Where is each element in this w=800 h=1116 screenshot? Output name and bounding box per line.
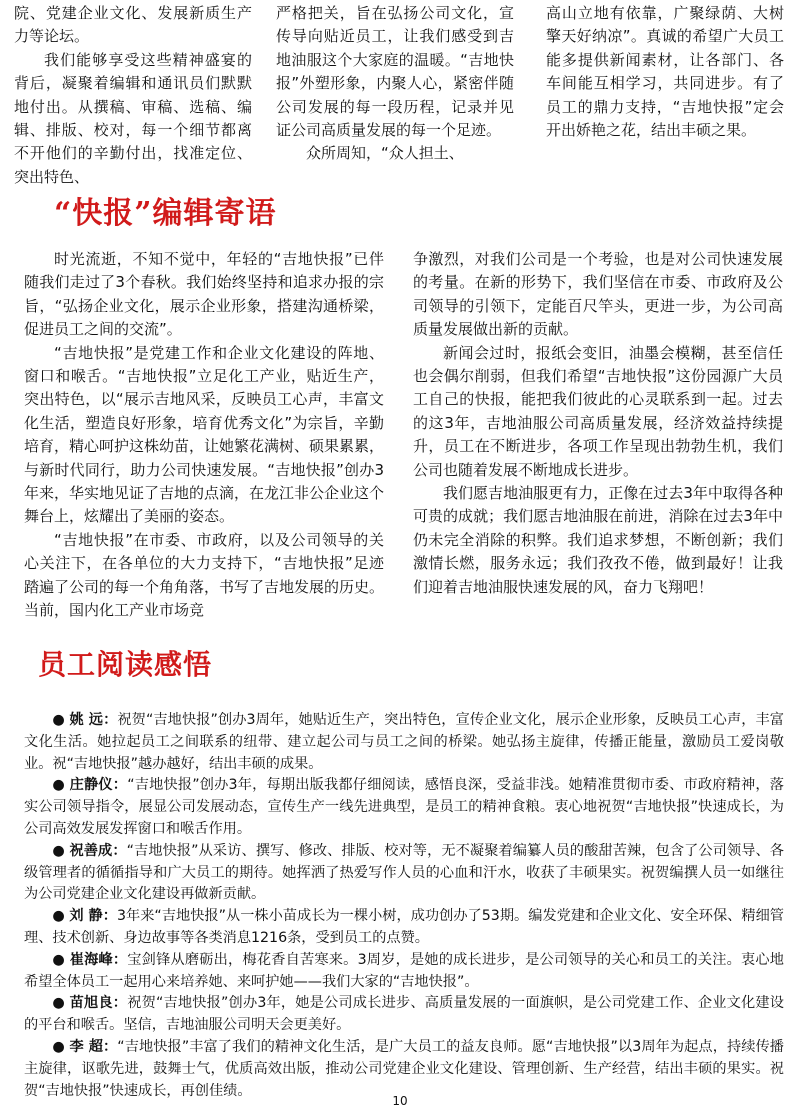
bullet-icon: ● [52, 777, 65, 794]
reader-comment: “吉地快报”从采访、撰写、修改、排版、校对等，无不凝聚着编纂人员的酸甜苦辣，包含了公司领导、各级管理者的循循指导和广大员工的期待。她挥洒了热爱写作人员的心血和汗水，收获了丰硕果实。祝贺编撰人员一如继往为公司党建企业文化建设再做新贡献。 [24, 842, 784, 903]
top-column-3 [546, 2, 784, 142]
top-column-2 [276, 2, 514, 166]
page-number: 10 [392, 1094, 408, 1108]
paragraph: 严格把关，旨在弘扬公司文化，宣传导向贴近员工，让我们感受到吉地油服这个大家庭的温暖。“吉地快报”外塑形象，内聚人心，紧密伴随公司发展的每一段历程，记录并见证公司高质量发展的每一个足迹。 [276, 4, 514, 140]
reader-entry [24, 950, 784, 994]
bullet-icon: ● [52, 951, 65, 968]
reader-comment: 3年来“吉地快报”从一株小苗成长为一棵小树，成功创办了53期。编发党建和企业文化、安全环保、精细管理、技术创新、身边故事等各类消息1216条，受到员工的点赞。 [24, 908, 784, 946]
reader-entry [24, 906, 784, 950]
paragraph: “吉地快报”在市委、市政府，以及公司领导的关心关注下，在各单位的大力支持下，“吉地快报”足迹踏遍了公司的每一个角角落，书写了吉地发展的历史。当前，国内化工产业市场竞 [24, 530, 385, 620]
reader-notes-list [24, 710, 784, 1102]
reader-name: 祝善成： [69, 842, 127, 859]
reader-comment: 祝贺“吉地快报”创办3周年，她贴近生产，突出特色，宣传企业文化，展示企业形象，反映员工心声，丰富文化生活。她拉起员工之间联系的纽带、建立起公司与员工之间的桥梁。她弘扬主旋律，传播正能量，激励员工爱岗敬业。祝“吉地快报”越办越好，结出丰硕的成果。 [24, 712, 784, 772]
reader-entry [24, 993, 784, 1037]
paragraph: 高山立地有依靠，广聚绿荫、大树擎天好纳凉”。真诚的希望广大员工能多提供新闻素材，让各部门、各车间能互相学习，共同进步。有了员工的鼎力支持，“吉地快报”定会开出娇艳之花，结出丰硕之果。 [546, 4, 784, 140]
reader-comment: “吉地快报”丰富了我们的精神文化生活，是广大员工的益友良师。愿“吉地快报”以3周年为起点，持续传播主旋律，讴歌先进，鼓舞士气，优质高效出版，推动公司党建企业文化建设、管理创新、生产经营，结出丰硕的果实。祝贺“吉地快报”快速成长，再创佳绩。 [24, 1038, 784, 1099]
reader-entry [24, 775, 784, 840]
reader-entry [24, 710, 784, 775]
editor-note-right-column [413, 248, 783, 599]
editor-note-left-column [24, 248, 384, 623]
paragraph: 院、党建企业文化、发展新质生产力等论坛。 [14, 4, 252, 46]
paragraph: 争激烈，对我们公司是一个考验，也是对公司快速发展的考量。在新的形势下，我们坚信在市委、市政府及公司领导的引领下，定能百尺竿头，更进一步，为公司高质量发展做出新的贡献。 [413, 250, 783, 339]
reader-entry [24, 841, 784, 906]
paragraph: 时光流逝，不知不觉中，年轻的“吉地快报”已伴随我们走过了3个春秋。我们始终坚持和追求办报的宗旨，“弘扬企业文化，展示企业形象，搭建沟通桥梁，促进员工之间的交流”。 [24, 250, 384, 339]
bullet-icon: ● [52, 908, 65, 925]
paragraph: 众所周知，“众人担土、 [306, 144, 464, 163]
reader-name: 刘 静： [69, 908, 117, 925]
paragraph: 新闻会过时，报纸会变旧，油墨会模糊，甚至信任也会偶尔削弱，但我们希望“吉地快报”这份园源广大员工自己的快报，能把我们彼此的心灵联系到一起。过去的这3年，吉地油服公司高质量发展，经济效益持续提升，员工在不断进步，各项工作呈现出勃勃生机，我们公司也随着发展不断地成长进步。 [413, 343, 783, 479]
bullet-icon: ● [52, 995, 65, 1012]
reader-comment: 宝剑锋从磨砺出，梅花香自苦寒来。3周岁，是她的成长进步，是公司领导的关心和员工的关注。衷心地希望全体员工一起用心来培养她、来呵护她——我们大家的“吉地快报”。 [24, 951, 784, 990]
reader-notes-heading: 员工阅读感悟 [38, 648, 213, 681]
bullet-icon: ● [52, 842, 65, 859]
paragraph: 我们能够享受这些精神盛宴的背后，凝聚着编辑和通讯员们默默地付出。从撰稿、审稿、选稿、编辑、排版、校对，每一个细节都离不开他们的辛勤付出，找准定位、突出特色、 [14, 50, 252, 186]
reader-entry [24, 1037, 784, 1102]
editor-note-heading: “快报”编辑寄语 [54, 196, 277, 231]
reader-name: 庄静仪： [69, 777, 128, 794]
bullet-icon: ● [52, 1038, 65, 1055]
paragraph: “吉地快报”是党建工作和企业文化建设的阵地、窗口和喉舌。“吉地快报”立足化工产业，贴近生产，突出特色，以“展示吉地风采，反映员工心声，丰富文化生活，塑造良好形象，培育优秀文化”为宗旨，辛勤培育，精心呵护这株幼苗，让她繁花满树、硕果累累，与新时代同行，助力公司快速发展。“吉地快报”创办3年来，华实地见证了吉地的点滴，在龙江非公企业这个舞台上，炫耀出了美丽的姿态。 [24, 343, 385, 526]
reader-name: 崔海峰： [69, 951, 128, 968]
reader-name: 李 超： [69, 1038, 118, 1055]
reader-comment: “吉地快报”创办3年，每期出版我都仔细阅读，感悟良深，受益非浅。她精准贯彻市委、市政府精神，落实公司领导指令，展显公司发展动态，宣传生产一线先进典型，是员工的精神食粮。衷心地祝贺“吉地快报”快速成长，为公司高效发展发挥窗口和喉舌作用。 [24, 777, 784, 837]
reader-name: 苗旭良： [69, 995, 128, 1012]
top-column-1 [14, 2, 252, 189]
paragraph: 我们愿吉地油服更有力，正像在过去3年中取得各种可贵的成就；我们愿吉地油服在前进，消除在过去3年中仍未完全消除的积弊。我们追求梦想，不断创新；我们激情长燃，服务永远；我们孜孜不倦，做到最好！让我们迎着吉地油服快速发展的风，奋力飞翔吧！ [413, 484, 783, 596]
reader-name: 姚 远： [69, 712, 118, 728]
reader-comment: 祝贺“吉地快报”创办3年，她是公司成长进步、高质量发展的一面旗帜，是公司党建工作、企业文化建设的平台和喉舌。坚信，吉地油服公司明天会更美好。 [24, 995, 784, 1034]
bullet-icon: ● [52, 712, 65, 728]
